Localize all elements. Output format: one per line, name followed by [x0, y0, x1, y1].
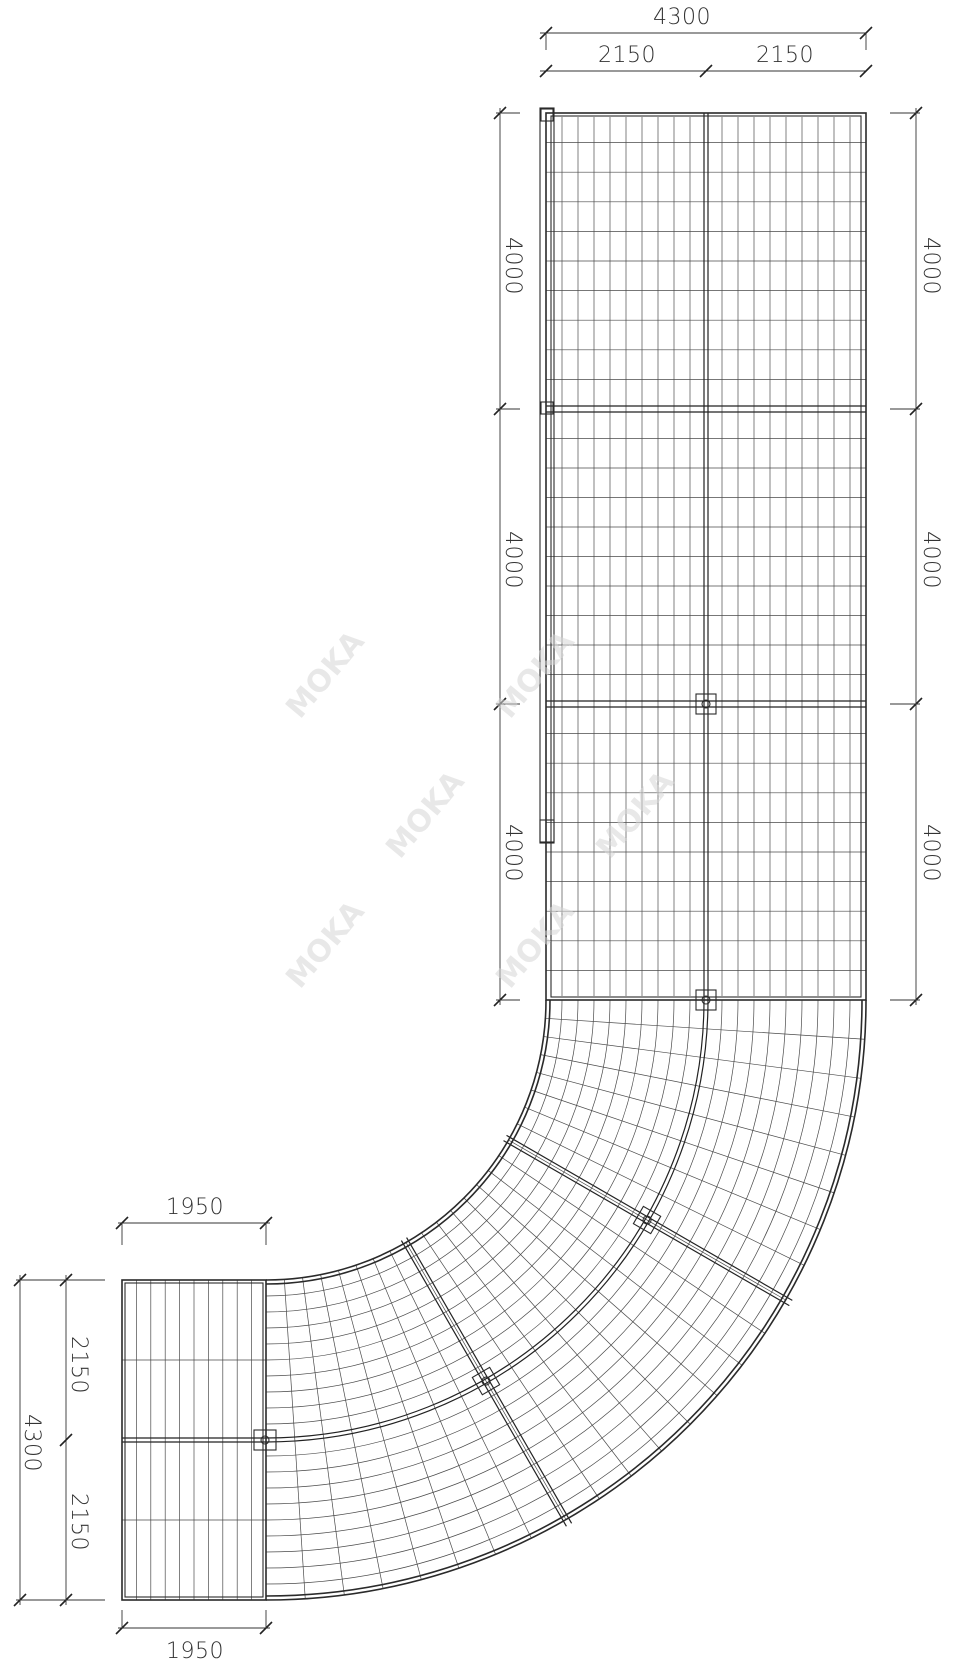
dim-top-right-half: 2150 — [756, 43, 814, 68]
dim-top-total: 4300 — [653, 5, 711, 30]
post — [540, 820, 554, 842]
dim-left-seg-1: 4000 — [500, 237, 525, 295]
dim-left-seg-2: 4000 — [500, 531, 525, 589]
connector-plate — [696, 694, 716, 714]
dim-bottom-upper-half: 2150 — [66, 1336, 91, 1394]
dim-bottom-bottom-width: 1950 — [166, 1639, 224, 1664]
dim-left-seg-3: 4000 — [500, 824, 525, 882]
roof-grid — [122, 117, 866, 1600]
dim-right-seg-1: 4000 — [918, 237, 943, 295]
dim-right-seg-2: 4000 — [918, 531, 943, 589]
watermark-text: MOKA — [489, 624, 582, 726]
left-rail — [540, 108, 554, 843]
watermark-text: MOKA — [489, 894, 582, 996]
plan-outline — [122, 108, 866, 1600]
watermark-text: MOKA — [279, 624, 372, 726]
dim-top-left-half: 2150 — [598, 43, 656, 68]
watermark-text: MOKA — [379, 764, 472, 866]
watermark-text: MOKA — [279, 894, 372, 996]
connector-bolt — [261, 1436, 269, 1444]
watermark-text: MOKA — [589, 764, 682, 866]
dim-bottom-lower-half: 2150 — [66, 1493, 91, 1551]
dim-bottom-total-height: 4300 — [19, 1414, 44, 1472]
connector-plate — [254, 1430, 276, 1450]
dim-bottom-top-width: 1950 — [166, 1195, 224, 1220]
structural-beams — [122, 113, 866, 1526]
dim-right-seg-3: 4000 — [918, 824, 943, 882]
